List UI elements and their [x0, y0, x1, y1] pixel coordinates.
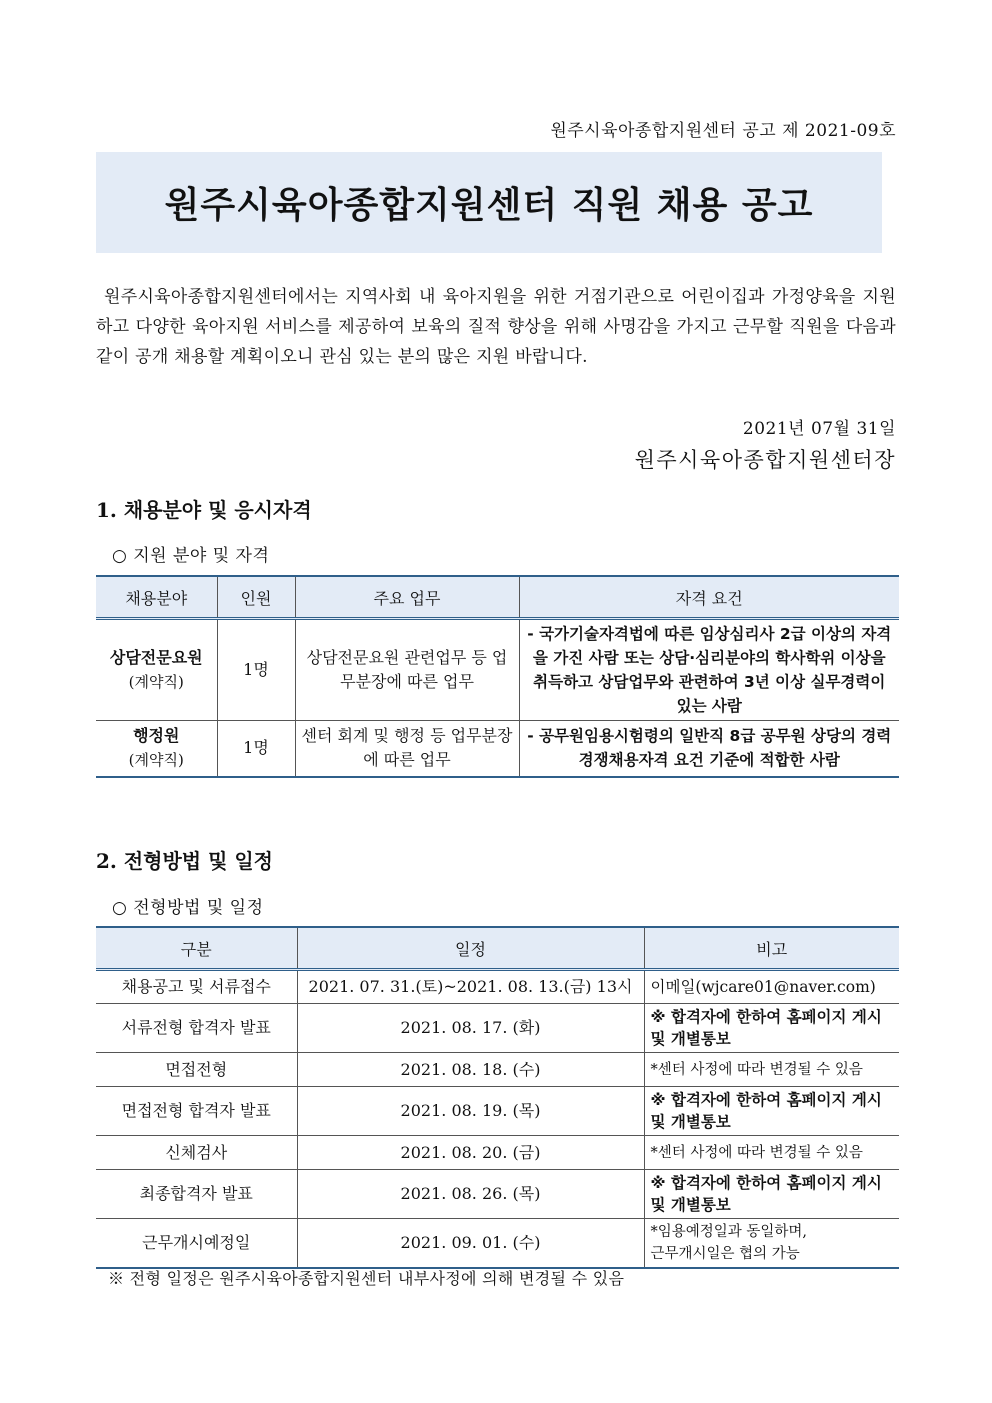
schedule-cell: 2021. 08. 20. (금): [297, 1136, 644, 1170]
table-header-row: [96, 576, 899, 619]
table-row: [96, 1004, 899, 1053]
section2-subtitle: ○ 전형방법 및 일정: [112, 898, 264, 918]
header-note: 비고: [644, 927, 899, 970]
role-cell: [96, 721, 217, 777]
stage-cell: 면접전형 합격자 발표: [96, 1087, 297, 1136]
note-cell: 이메일(wjcare01@naver.com): [644, 970, 899, 1004]
stage-cell: 채용공고 및 서류접수: [96, 970, 297, 1004]
role-name: 행정원: [133, 726, 180, 746]
schedule-table: [96, 926, 899, 1269]
schedule-cell: 2021. 09. 01. (수): [297, 1219, 644, 1269]
stage-cell: 신체검사: [96, 1136, 297, 1170]
table-row: [96, 1219, 899, 1269]
note-cell: ※ 합격자에 한하여 홈페이지 게시 및 개별통보: [644, 1087, 899, 1136]
table-row: [96, 1170, 899, 1219]
schedule-cell: 2021. 07. 31.(토)~2021. 08. 13.(금) 13시: [297, 970, 644, 1004]
notice-date: 2021년 07월 31일: [742, 419, 896, 439]
intro-paragraph: 원주시육아종합지원센터에서는 지역사회 내 육아지원을 위한 거점기관으로 어린이집과 가정양육을 지원하고 다양한 육아지원 서비스를 제공하여 보육의 질적 향상을 위해 사명감을 가지고 근무할 직원을 다음과 같이 공개 채용할 계획이오니 관심 있는 분의 많은 지원 바랍니다.: [96, 287, 896, 367]
schedule-cell: 2021. 08. 17. (화): [297, 1004, 644, 1053]
role-cell: [96, 619, 217, 721]
qualification-cell: - 공무원임용시험령의 일반직 8급 공무원 상당의 경력경쟁채용자격 요건 기준에 적합한 사람: [519, 721, 899, 777]
note-cell: ※ 합격자에 한하여 홈페이지 게시 및 개별통보: [644, 1004, 899, 1053]
note-cell: *센터 사정에 따라 변경될 수 있음: [644, 1053, 899, 1087]
note-cell: ※ 합격자에 한하여 홈페이지 게시 및 개별통보: [644, 1170, 899, 1219]
signer: 원주시육아종합지원센터장: [634, 448, 896, 472]
schedule-cell: 2021. 08. 26. (목): [297, 1170, 644, 1219]
title-banner: [96, 152, 882, 253]
notice-number: 원주시육아종합지원센터 공고 제 2021-09호: [550, 121, 896, 141]
stage-cell: 서류전형 합격자 발표: [96, 1004, 297, 1053]
table-row: [96, 619, 899, 721]
table-row: [96, 1053, 899, 1087]
section1-subtitle: ○ 지원 분야 및 자격: [112, 546, 270, 566]
duty-cell: 센터 회계 및 행정 등 업무분장에 따른 업무: [295, 721, 519, 777]
header-stage: 구분: [96, 927, 297, 970]
header-count: 인원: [217, 576, 295, 619]
header-schedule: 일정: [297, 927, 644, 970]
document-title: 원주시육아종합지원센터 직원 채용 공고: [164, 185, 814, 226]
role-type: (계약직): [128, 673, 184, 691]
stage-cell: 면접전형: [96, 1053, 297, 1087]
table-row: [96, 970, 899, 1004]
table-row: [96, 721, 899, 777]
duty-cell: 상담전문요원 관련업무 등 업무분장에 따른 업무: [295, 619, 519, 721]
schedule-cell: 2021. 08. 18. (수): [297, 1053, 644, 1087]
table-row: [96, 1136, 899, 1170]
section2-title: 2. 전형방법 및 일정: [96, 849, 274, 873]
qualification-cell: - 국가기술자격법에 따른 임상심리사 2급 이상의 자격을 가진 사람 또는 상담·심리분야의 학사학위 이상을 취득하고 상담업무와 관련하여 3년 이상 실무경력이 있는 사람: [519, 619, 899, 721]
note-cell: *센터 사정에 따라 변경될 수 있음: [644, 1136, 899, 1170]
header-duty: 주요 업무: [295, 576, 519, 619]
role-type: (계약직): [128, 751, 184, 770]
header-role: 채용분야: [96, 576, 217, 619]
table-row: [96, 1087, 899, 1136]
table-header-row: [96, 927, 899, 970]
qualification-table: [96, 575, 899, 778]
stage-cell: 최종합격자 발표: [96, 1170, 297, 1219]
note-cell: *임용예정일과 동일하며, 근무개시일은 협의 가능: [644, 1219, 899, 1269]
count-cell: 1명: [217, 721, 295, 777]
section1-title: 1. 채용분야 및 응시자격: [96, 498, 312, 522]
header-qualification: 자격 요건: [519, 576, 899, 619]
count-cell: 1명: [217, 619, 295, 721]
role-name: 상담전문요원: [109, 648, 203, 667]
footnote: ※ 전형 일정은 원주시육아종합지원센터 내부사정에 의해 변경될 수 있음: [108, 1269, 625, 1288]
stage-cell: 근무개시예정일: [96, 1219, 297, 1269]
schedule-cell: 2021. 08. 19. (목): [297, 1087, 644, 1136]
